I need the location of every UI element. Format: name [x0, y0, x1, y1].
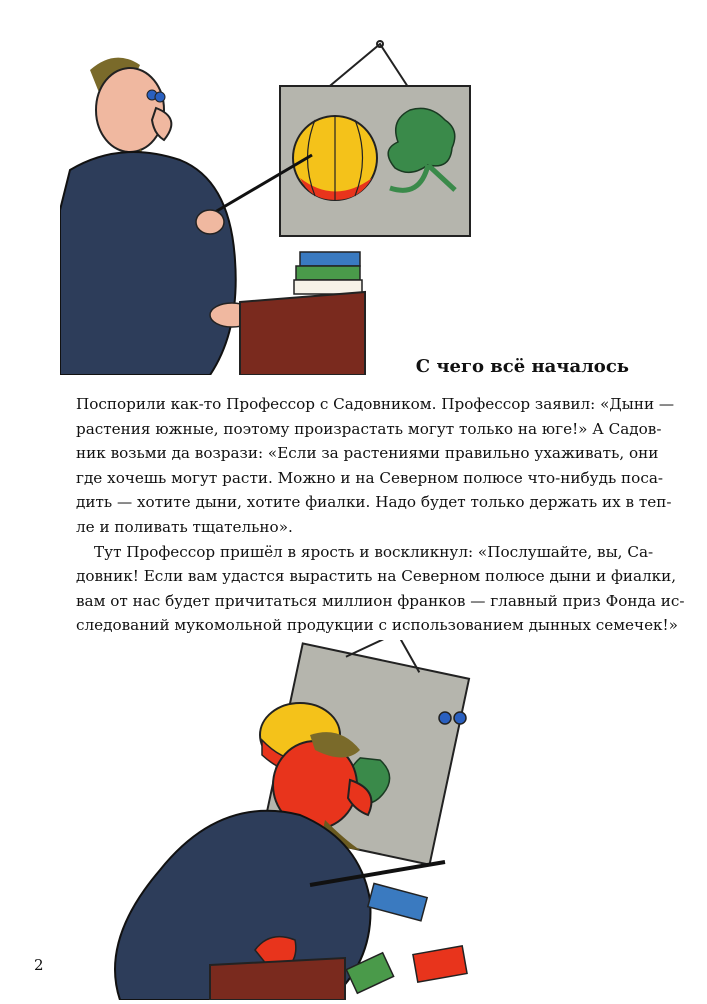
- professor-head: [96, 68, 164, 152]
- professor-coat: [60, 152, 236, 375]
- text-line: Поспорили как-то Профессор с Садовником. Профессор заявил: «Дыни —: [76, 395, 675, 413]
- text-line: где хочешь могут расти. Можно и на Северном полюсе что-нибудь поса-: [76, 468, 664, 487]
- glasses-icon: [439, 712, 451, 724]
- text-line: довник! Если вам удастся вырастить на Северном полюсе дыни и фиалки,: [76, 567, 677, 586]
- book-white: [294, 280, 362, 294]
- angry-professor-illustration: [60, 640, 530, 1000]
- text-line: Тут Профессор пришёл в ярость и воскликнул: «Послушайте, вы, Са-: [94, 542, 654, 561]
- book-flying-red: [413, 946, 467, 982]
- professor-lecture-illustration: [60, 30, 480, 375]
- page-number: 2: [34, 956, 44, 974]
- text-line: следований мукомольной продукции с использованием дынных семечек!»: [76, 616, 678, 635]
- book-green: [296, 266, 360, 280]
- body-text: [76, 392, 685, 638]
- text-line: ле и поливать тщательно».: [76, 517, 293, 536]
- board-hanger: [325, 44, 410, 90]
- book-blue: [300, 252, 360, 266]
- book-flying-blue: [368, 883, 427, 920]
- chapter-title: С чего всё началось: [415, 356, 629, 377]
- text-line: дить — хотите дыни, хотите фиалки. Надо будет только держать их в теп-: [76, 493, 672, 512]
- text-line: ник возьми да возрази: «Если за растениями правильно ухаживать, они: [76, 444, 659, 463]
- paragraph-2: [76, 540, 685, 638]
- text-line: вам от нас будет причитаться миллион франков — главный приз Фонда ис-: [76, 591, 685, 610]
- lectern: [240, 292, 365, 375]
- lectern: [210, 958, 345, 1000]
- text-line: растения южные, поэтому произрастать могут только на юге!» А Садов-: [76, 419, 662, 438]
- paragraph-1: [76, 392, 675, 540]
